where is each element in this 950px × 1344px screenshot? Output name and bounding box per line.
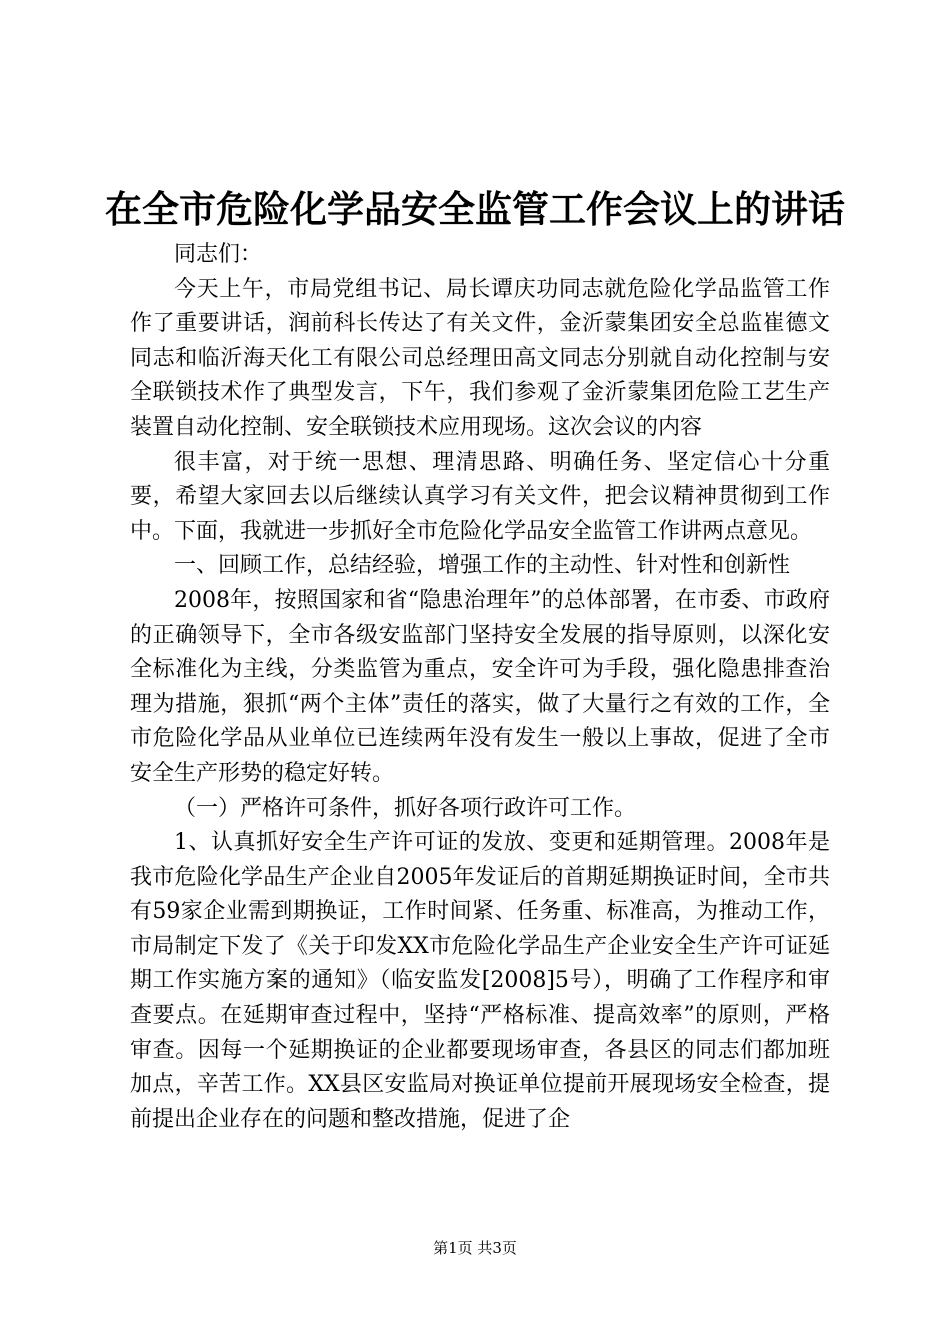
body-paragraph: 今天上午，市局党组书记、局长谭庆功同志就危险化学品监管工作作了重要讲话，润前科长传达了有关文件，金沂蒙集团安全总监崔德文同志和临沂海天化工有限公司总经理田高文同志分别就自动化控制与安全联锁技术作了典型发言，下午，我们参观了金沂蒙集团危险工艺生产装置自动化控制、安全联锁技术应用现场。这次会议的内容 bbox=[130, 276, 830, 440]
page-footer: 第1页 共3页 bbox=[433, 1239, 517, 1257]
section-heading: 一、回顾工作，总结经验，增强工作的主动性、针对性和创新性 bbox=[174, 553, 791, 579]
document-body bbox=[130, 238, 830, 1137]
salutation-paragraph: 同志们： bbox=[174, 242, 263, 267]
subsection-heading: （一）严格许可条件，抓好各项行政许可工作。 bbox=[174, 795, 637, 821]
document-title: 在全市危险化学品安全监管工作会议上的讲话 bbox=[105, 187, 845, 231]
body-paragraph: 1、认真抓好安全生产许可证的发放、变更和延期管理。2008年是我市危险化学品生产企业自2005年发证后的首期延期换证时间，全市共有59家企业需到期换证，工作时间紧、任务重、标准高，为推动工作，市局制定下发了《关于印发XX市危险化学品生产企业安全生产许可证延期工作实施方案的通知》（临安监发[2008]5号），明确了工作程序和审查要点。在延期审查过程中，坚持“严格标准、提高效率”的原则，严格审查。因每一个延期换证的企业都要现场审查，各县区的同志们都加班加点，辛苦工作。XX县区安监局对换证单位提前开展现场安全检查，提前提出企业存在的问题和整改措施，促进了企 bbox=[130, 830, 830, 1132]
body-paragraph: 很丰富，对于统一思想、理清思路、明确任务、坚定信心十分重要，希望大家回去以后继续认真学习有关文件，把会议精神贯彻到工作中。下面，我就进一步抓好全市危险化学品安全监管工作讲两点意见。 bbox=[130, 449, 830, 544]
body-paragraph: 2008年，按照国家和省“隐患治理年”的总体部署，在市委、市政府的正确领导下，全市各级安监部门坚持安全发展的指导原则，以深化安全标准化为主线，分类监管为重点，安全许可为手段，强化隐患排查治理为措施，狠抓“两个主体”责任的落实，做了大量行之有效的工作，全市危险化学品从业单位已连续两年没有发生一般以上事故，促进了全市安全生产形势的稳定好转。 bbox=[130, 587, 830, 786]
